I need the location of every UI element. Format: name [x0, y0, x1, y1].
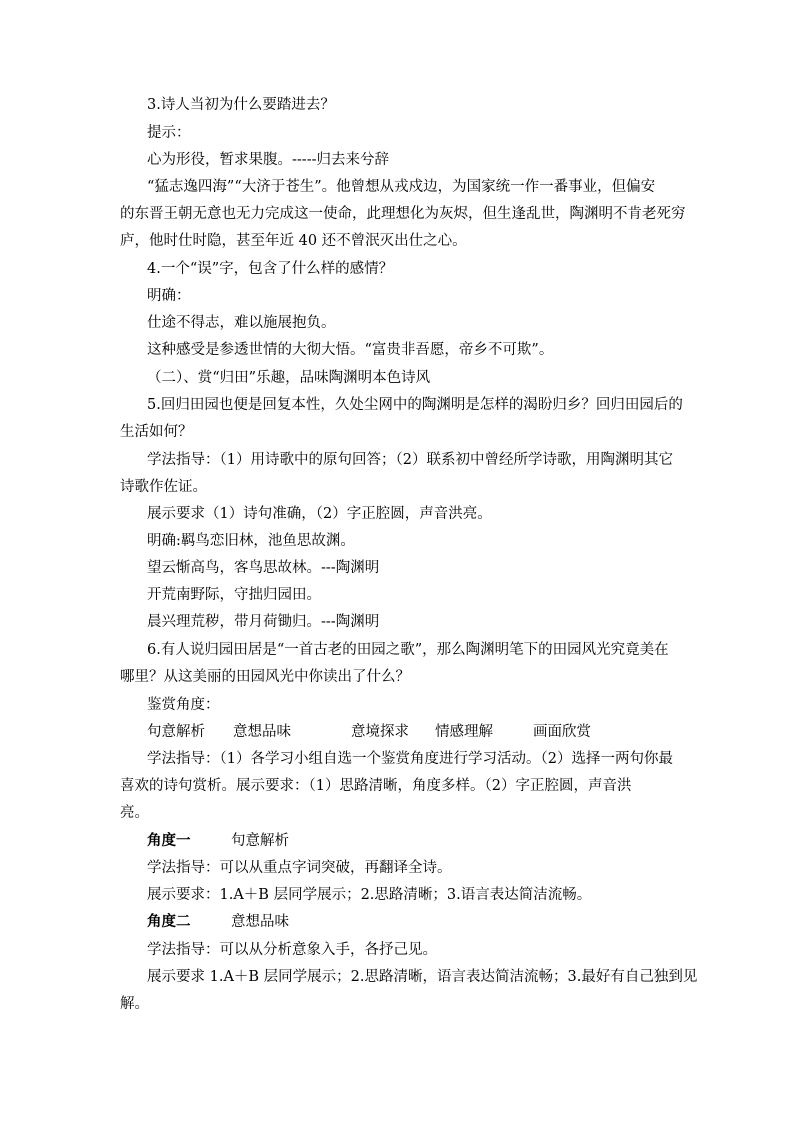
answer-line: 晨兴理荒秽，带月荷锄归。---陶渊明 — [147, 614, 380, 630]
angle-2-show-cont: 解。 — [120, 996, 149, 1012]
study-guide-line: 喜欢的诗句赏析。展示要求：（1）思路清晰，角度多样。（2）字正腔圆，声音洪 — [120, 778, 632, 794]
quote-line: 心为形役，暂求果腹。-----归去来兮辞 — [147, 152, 389, 168]
question-6-cont: 哪里？从这美丽的田园风光中你读出了什么？ — [120, 669, 410, 685]
study-guide-line: 亮。 — [120, 805, 149, 821]
angle-2-heading — [147, 913, 707, 931]
angle-2-name: 意想品味 — [231, 914, 289, 930]
angle-1-label: 角度一 — [147, 832, 191, 849]
angles-title: 鉴赏角度： — [147, 697, 220, 713]
hint-label: 提示： — [147, 125, 191, 141]
answer-line: 望云惭高鸟，客鸟思故林。---陶渊明 — [147, 560, 380, 576]
answer-line: 仕途不得志，难以施展抱负。 — [147, 315, 336, 331]
answer-line: 明确:羁鸟恋旧林，池鱼思故渊。 — [147, 533, 355, 549]
answer-line: 这种感受是参透世情的大彻大悟。“富贵非吾愿，帝乡不可欺”。 — [147, 342, 554, 358]
angles-list — [147, 723, 707, 741]
question-3: 3.诗人当初为什么要踏进去？ — [147, 97, 335, 113]
question-4: 4.一个“误”字，包含了什么样的感情？ — [147, 261, 394, 277]
angle-item: 句意解析 — [147, 724, 205, 740]
study-guide-line: 学法指导：（1）各学习小组自选一个鉴赏角度进行学习活动。（2）选择一两句你最 — [147, 751, 673, 767]
angle-1-show: 展示要求：1.A＋B 层同学展示；2.思路清晰；3.语言表达简洁流畅。 — [147, 887, 592, 903]
paragraph-line: 庐，他时仕时隐，甚至年近 40 还不曾泯灭出仕之心。 — [120, 233, 467, 249]
angle-2-label: 角度二 — [147, 913, 191, 930]
paragraph-line: 的东晋王朝无意也无力完成这一使命，此理想化为灰烬，但生逢乱世，陶渊明不肯老死穷 — [120, 206, 686, 222]
answer-line: 开荒南野际，守拙归园田。 — [147, 587, 321, 603]
angle-1-guide: 学法指导：可以从重点字词突破，再翻译全诗。 — [147, 860, 452, 876]
angle-item: 情感理解 — [435, 724, 493, 740]
angle-item: 意境探求 — [351, 724, 409, 740]
angle-item: 画面欣赏 — [533, 724, 591, 740]
question-5: 5.回归田园也便是回复本性，久处尘网中的陶渊明是怎样的渴盼归乡？回归田园后的 — [147, 397, 683, 413]
angle-2-show: 展示要求 1.A＋B 层同学展示；2.思路清晰，语言表达简洁流畅；3.最好有自己独到见 — [147, 969, 698, 985]
question-5-cont: 生活如何？ — [120, 424, 193, 440]
angle-1-heading — [147, 832, 707, 850]
paragraph-line: “猛志逸四海”“大济于苍生”。他曾想从戎戍边，为国家统一作一番事业，但偏安 — [147, 179, 656, 195]
angle-1-name: 句意解析 — [231, 833, 289, 849]
study-guide-line: 学法指导：（1）用诗歌中的原句回答；（2）联系初中曾经所学诗歌，用陶渊明其它 — [147, 452, 673, 468]
angle-2-guide: 学法指导：可以从分析意象入手，各抒己见。 — [147, 942, 437, 958]
angle-item: 意想品味 — [233, 724, 291, 740]
answer-label: 明确： — [147, 288, 191, 304]
question-6: 6.有人说归园田居是“一首古老的田园之歌”，那么陶渊明笔下的田园风光究竟美在 — [147, 642, 669, 658]
show-requirement: 展示要求（1）诗句准确，（2）字正腔圆，声音洪亮。 — [147, 506, 492, 522]
section-heading: （二）、赏“归田”乐趣，品味陶渊明本色诗风 — [147, 370, 431, 386]
study-guide-line: 诗歌作佐证。 — [120, 479, 207, 495]
